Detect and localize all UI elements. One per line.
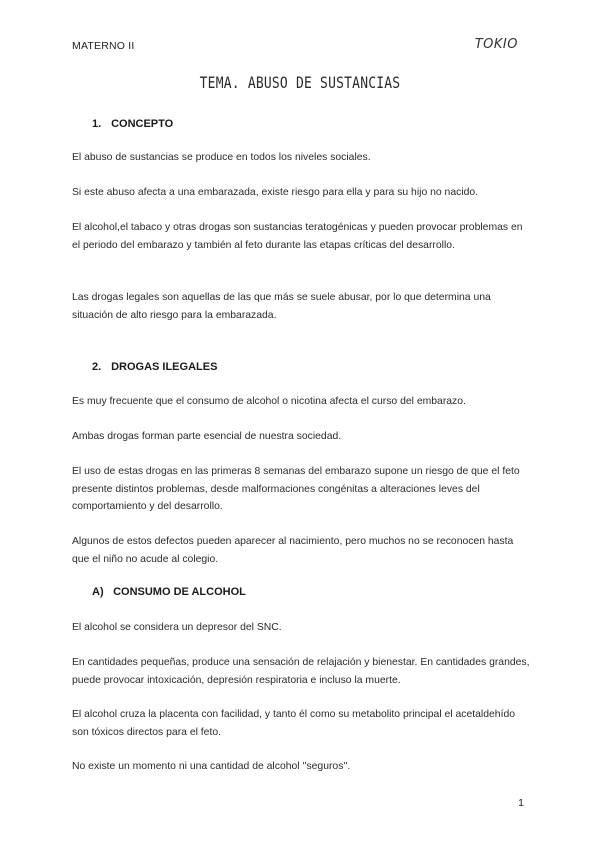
header-subject: MATERNO II [72, 40, 135, 52]
paragraph: El alcohol,el tabaco y otras drogas son sustancias teratogénicas y pueden provocar problemas en el periodo del embarazo y también al feto durante las etapas críticas del desarrollo. [72, 222, 523, 251]
paragraph: Ambas drogas forman parte esencial de nuestra sociedad. [72, 431, 342, 442]
paragraph: Es muy frecuente que el consumo de alcohol o nicotina afecta el curso del embarazo. [72, 396, 466, 407]
section-heading-drogas-ilegales [92, 361, 217, 373]
section-number: 1. [92, 118, 102, 130]
paragraph: El abuso de sustancias se produce en todos los niveles sociales. [72, 152, 371, 163]
section-title: CONCEPTO [111, 118, 174, 130]
paragraph: El alcohol cruza la placenta con facilidad, y tanto él como su metabolito principal el acetaldehído son tóxicos directos para el feto. [72, 709, 516, 738]
page-number: 1 [518, 797, 524, 809]
section-title: DROGAS ILEGALES [111, 361, 218, 373]
section-number: 2. [92, 361, 102, 373]
section-title: CONSUMO DE ALCOHOL [113, 586, 246, 598]
paragraph: En cantidades pequeñas, produce una sensación de relajación y bienestar. En cantidades grandes, puede provocar intoxicación, depresión respiratoria e incluso la muerte. [72, 657, 530, 686]
paragraph: Las drogas legales son aquellas de las que más se suele abusar, por lo que determina una situación de alto riesgo para la embarazada. [72, 292, 491, 321]
section-number: A) [92, 586, 104, 598]
paragraph: Algunos de estos defectos pueden aparecer al nacimiento, pero muchos no se reconocen hasta que el niño no acude al colegio. [72, 536, 514, 565]
header-brand: TOKIO [474, 37, 518, 52]
paragraph: El uso de estas drogas en las primeras 8 semanas del embarazo supone un riesgo de que el feto presente distintos problemas, desde malformaciones congénitas a alteraciones leves del comportamiento y del desarrollo. [72, 466, 520, 512]
document-title: TEMA. ABUSO DE SUSTANCIAS [199, 74, 401, 93]
paragraph: Si este abuso afecta a una embarazada, existe riesgo para ella y para su hijo no nacido. [72, 187, 479, 198]
section-heading-consumo-alcohol [92, 586, 246, 598]
section-heading-concepto [92, 118, 173, 130]
paragraph: No existe un momento ni una cantidad de alcohol ''seguros''. [72, 761, 351, 772]
paragraph: El alcohol se considera un depresor del SNC. [72, 622, 282, 633]
